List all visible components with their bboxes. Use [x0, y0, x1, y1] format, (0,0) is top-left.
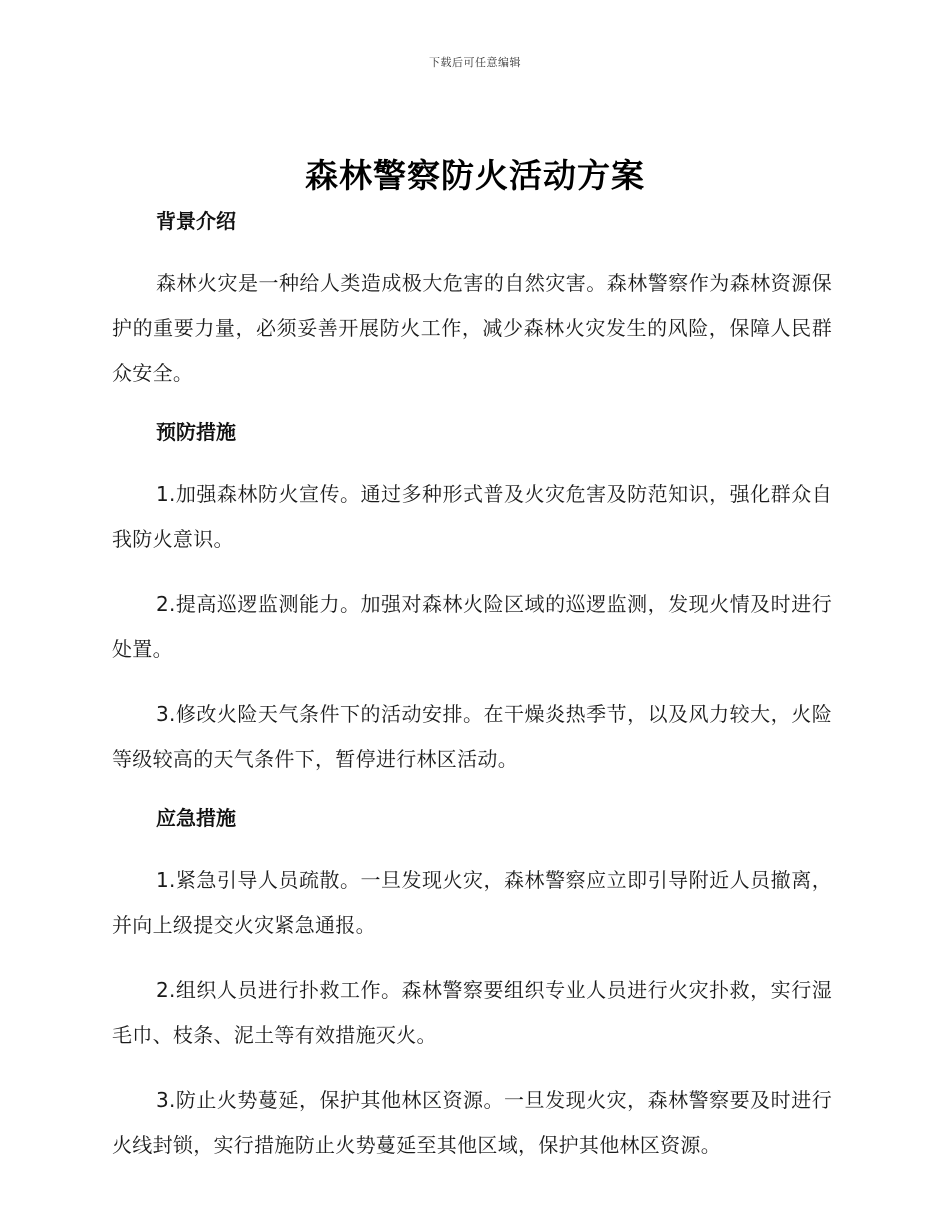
- section-emergency: [112, 802, 832, 1168]
- section-paragraph: 1.加强森林防火宣传。通过多种形式普及火灾危害及防范知识，强化群众自我防火意识。: [112, 482, 832, 551]
- section-heading: 背景介绍: [156, 209, 236, 233]
- section-paragraph: 森林火灾是一种给人类造成极大危害的自然灾害。森林警察作为森林资源保护的重要力量，必须妥善开展防火工作，减少森林火灾发生的风险，保障人民群众安全。: [112, 271, 832, 385]
- section-heading: 应急措施: [156, 806, 236, 830]
- section-heading: 预防措施: [156, 420, 236, 444]
- page-header-note: 下载后可任意编辑: [429, 56, 521, 69]
- section-paragraph: 2.提高巡逻监测能力。加强对森林火险区域的巡逻监测，发现火情及时进行处置。: [112, 592, 832, 661]
- document-title: 森林警察防火活动方案: [305, 156, 645, 195]
- section-paragraph: 1.紧急引导人员疏散。一旦发现火灾，森林警察应立即引导附近人员撤离，并向上级提交火灾紧急通报。: [112, 868, 832, 937]
- section-prevention: [112, 416, 832, 802]
- section-paragraph: 3.防止火势蔓延，保护其他林区资源。一旦发现火灾，森林警察要及时进行火线封锁，实行措施防止火势蔓延至其他区域，保护其他林区资源。: [112, 1088, 832, 1157]
- document-body: [112, 205, 832, 1168]
- section-paragraph: 2.组织人员进行扑救工作。森林警察要组织专业人员进行火灾扑救，实行湿毛巾、枝条、泥土等有效措施灭火。: [112, 978, 832, 1047]
- section-paragraph: 3.修改火险天气条件下的活动安排。在干燥炎热季节，以及风力较大，火险等级较高的天气条件下，暂停进行林区活动。: [112, 702, 832, 771]
- section-background: [112, 205, 832, 416]
